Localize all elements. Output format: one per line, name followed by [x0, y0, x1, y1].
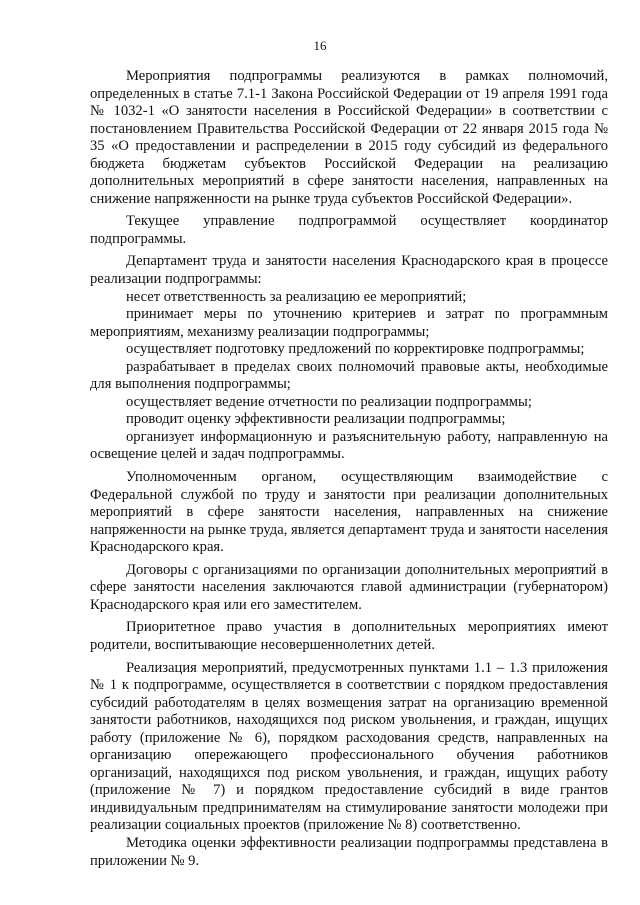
paragraph-6: Приоритетное право участия в дополнительных мероприятиях имеют родители, воспитывающие несовершеннолетних детей. — [90, 619, 608, 653]
paragraph-2: Текущее управление подпрограммой осуществляет координатор подпрограммы. — [90, 213, 608, 247]
list-item-6: проводит оценку эффективности реализации подпрограммы; — [126, 411, 506, 428]
paragraph-1: Мероприятия подпрограммы реализуются в рамках полномочий, определенных в статье 7.1-1 Закона Российской Федерации от 19 апреля 1991 года № 1032-1 «О занятости населения в Российской Федерации» в соответствии с постановлением Правительства Российской Федерации от 22 января 2015 года № 35 «О предоставлении и распределении в 2015 году субсидий из федерального бюджета бюджетам субъектов Российской Федерации на реализацию дополнительных мероприятий в сфере занятости населения, направленных на снижение напряженности на рынке труда субъектов Российской Федерации». — [90, 68, 608, 207]
list-item-1: несет ответственность за реализацию ее мероприятий; — [126, 288, 467, 305]
list-item-5: осуществляет ведение отчетности по реализации подпрограммы; — [126, 393, 532, 410]
list-item-3: осуществляет подготовку предложений по корректировке подпрограммы; — [126, 341, 585, 358]
paragraph-7: Реализация мероприятий, предусмотренных пунктами 1.1 – 1.3 приложения № 1 к подпрограмме, осуществляется в соответствии с порядком предоставления субсидий работодателям в целях возмещения затрат на организацию временной занятости работников, находящихся под риском увольнения, и граждан, ищущих работу (приложение № 6), порядком расходования средств, направленных на организацию опережающего профессионального обучения работников организаций, находящихся под риском увольнения, и граждан, ищущих работу (приложение № 7) и порядком предоставление субсидий в виде грантов индивидуальным предпринимателям на стимулирование занятости молодежи при реализации социальных проектов (приложение № 8) соответственно. — [90, 659, 608, 834]
list-item-2: принимает меры по уточнению критериев и затрат по программным мероприятиям, механизму реализации подпрограммы; — [90, 306, 608, 340]
document-body — [90, 68, 608, 870]
list-item-7: организует информационную и разъяснительную работу, направленную на освещение целей и задач подпрограммы. — [90, 428, 608, 463]
paragraph-4: Уполномоченным органом, осуществляющим взаимодействие с Федеральной службой по труду и занятости при реализации дополнительных мероприятий в сфере занятости населения, направленных на снижение напряженности на рынке труда, является департамент труда и занятости населения Краснодарского края. — [90, 469, 608, 556]
list-item-4: разрабатывает в пределах своих полномочий правовые акты, необходимые для выполнения подпрограммы; — [90, 358, 608, 393]
paragraph-8: Методика оценки эффективности реализации подпрограммы представлена в приложении № 9. — [90, 834, 608, 869]
paragraph-3: Департамент труда и занятости населения Краснодарского края в процессе реализации подпрограммы: — [90, 253, 608, 288]
paragraph-5: Договоры с организациями по организации дополнительных мероприятий в сфере занятости населения заключаются главой администрации (губернатором) Краснодарского края или его заместителем. — [90, 561, 608, 613]
page-number: 16 — [313, 38, 327, 53]
